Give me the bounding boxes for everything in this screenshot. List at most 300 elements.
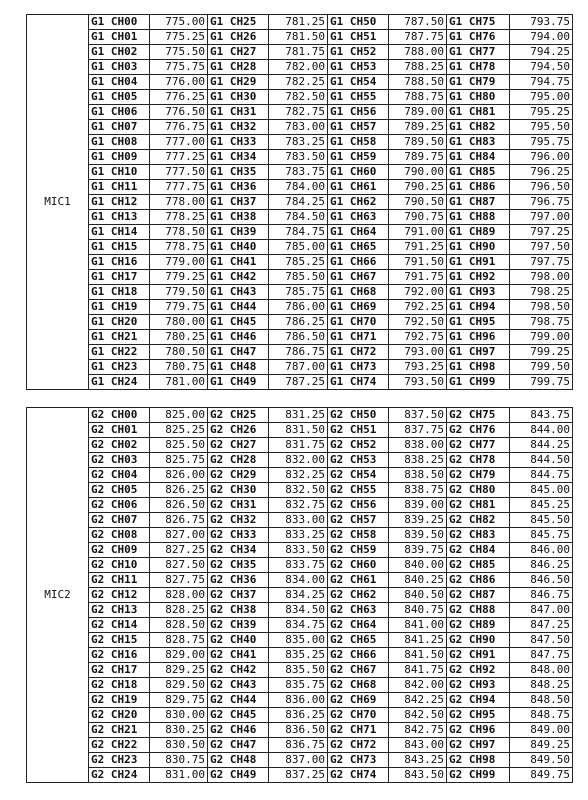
channel-cell: G1 CH67 xyxy=(328,270,389,285)
frequency-cell: 798.25 xyxy=(510,285,573,300)
channel-cell: G2 CH00 xyxy=(89,408,150,423)
channel-cell: G2 CH67 xyxy=(328,663,389,678)
channel-cell: G2 CH36 xyxy=(208,573,269,588)
frequency-cell: 842.25 xyxy=(389,693,447,708)
frequency-cell: 786.25 xyxy=(269,315,328,330)
channel-cell: G2 CH95 xyxy=(447,708,510,723)
channel-cell: G1 CH97 xyxy=(447,345,510,360)
frequency-cell: 846.75 xyxy=(510,588,573,603)
channel-cell: G2 CH92 xyxy=(447,663,510,678)
frequency-cell: 834.00 xyxy=(269,573,328,588)
channel-cell: G2 CH86 xyxy=(447,573,510,588)
channel-cell: G1 CH88 xyxy=(447,210,510,225)
frequency-cell: 835.50 xyxy=(269,663,328,678)
frequency-cell: 832.75 xyxy=(269,498,328,513)
channel-cell: G2 CH45 xyxy=(208,708,269,723)
table-row xyxy=(27,648,573,663)
channel-cell: G2 CH33 xyxy=(208,528,269,543)
table-row xyxy=(27,60,573,75)
channel-cell: G1 CH05 xyxy=(89,90,150,105)
channel-cell: G2 CH51 xyxy=(328,423,389,438)
table-row xyxy=(27,483,573,498)
channel-cell: G2 CH46 xyxy=(208,723,269,738)
frequency-cell: 827.75 xyxy=(150,573,208,588)
channel-cell: G2 CH16 xyxy=(89,648,150,663)
table-row xyxy=(27,588,573,603)
channel-cell: G1 CH56 xyxy=(328,105,389,120)
frequency-cell: 831.25 xyxy=(269,408,328,423)
frequency-cell: 837.25 xyxy=(269,768,328,783)
channel-cell: G1 CH15 xyxy=(89,240,150,255)
frequency-cell: 842.75 xyxy=(389,723,447,738)
frequency-cell: 848.50 xyxy=(510,693,573,708)
frequency-cell: 793.00 xyxy=(389,345,447,360)
table-row xyxy=(27,345,573,360)
channel-cell: G2 CH85 xyxy=(447,558,510,573)
frequency-cell: 838.00 xyxy=(389,438,447,453)
frequency-cell: 787.75 xyxy=(389,30,447,45)
frequency-cell: 781.25 xyxy=(269,15,328,30)
channel-cell: G2 CH70 xyxy=(328,708,389,723)
table-row xyxy=(27,528,573,543)
channel-cell: G1 CH54 xyxy=(328,75,389,90)
channel-cell: G1 CH66 xyxy=(328,255,389,270)
frequency-cell: 849.00 xyxy=(510,723,573,738)
frequency-cell: 836.25 xyxy=(269,708,328,723)
frequency-cell: 784.75 xyxy=(269,225,328,240)
channel-cell: G1 CH32 xyxy=(208,120,269,135)
frequency-cell: 826.75 xyxy=(150,513,208,528)
table-row xyxy=(27,573,573,588)
frequency-cell: 776.25 xyxy=(150,90,208,105)
channel-cell: G2 CH77 xyxy=(447,438,510,453)
frequency-cell: 792.75 xyxy=(389,330,447,345)
channel-cell: G2 CH66 xyxy=(328,648,389,663)
frequency-cell: 776.50 xyxy=(150,105,208,120)
frequency-cell: 792.50 xyxy=(389,315,447,330)
channel-cell: G2 CH71 xyxy=(328,723,389,738)
table-row xyxy=(27,603,573,618)
frequency-cell: 785.50 xyxy=(269,270,328,285)
channel-cell: G2 CH75 xyxy=(447,408,510,423)
table-row xyxy=(27,15,573,30)
frequency-cell: 795.75 xyxy=(510,135,573,150)
frequency-cell: 775.00 xyxy=(150,15,208,30)
frequency-cell: 793.25 xyxy=(389,360,447,375)
frequency-cell: 827.25 xyxy=(150,543,208,558)
channel-cell: G1 CH43 xyxy=(208,285,269,300)
channel-cell: G2 CH61 xyxy=(328,573,389,588)
channel-cell: G2 CH25 xyxy=(208,408,269,423)
channel-cell: G1 CH01 xyxy=(89,30,150,45)
frequency-cell: 849.50 xyxy=(510,753,573,768)
frequency-cell: 829.25 xyxy=(150,663,208,678)
frequency-cell: 846.50 xyxy=(510,573,573,588)
table-row xyxy=(27,375,573,390)
table-row xyxy=(27,285,573,300)
frequency-cell: 835.25 xyxy=(269,648,328,663)
channel-cell: G2 CH12 xyxy=(89,588,150,603)
frequency-cell: 784.00 xyxy=(269,180,328,195)
channel-cell: G2 CH07 xyxy=(89,513,150,528)
frequency-cell: 797.75 xyxy=(510,255,573,270)
channel-cell: G2 CH47 xyxy=(208,738,269,753)
channel-cell: G1 CH28 xyxy=(208,60,269,75)
frequency-cell: 799.25 xyxy=(510,345,573,360)
frequency-cell: 791.75 xyxy=(389,270,447,285)
channel-cell: G1 CH83 xyxy=(447,135,510,150)
table-row xyxy=(27,723,573,738)
frequency-cell: 836.75 xyxy=(269,738,328,753)
frequency-cell: 835.00 xyxy=(269,633,328,648)
frequency-cell: 825.50 xyxy=(150,438,208,453)
channel-cell: G1 CH95 xyxy=(447,315,510,330)
channel-cell: G1 CH37 xyxy=(208,195,269,210)
channel-cell: G1 CH91 xyxy=(447,255,510,270)
frequency-cell: 790.00 xyxy=(389,165,447,180)
channel-cell: G1 CH57 xyxy=(328,120,389,135)
frequency-cell: 791.50 xyxy=(389,255,447,270)
frequency-cell: 779.25 xyxy=(150,270,208,285)
channel-cell: G2 CH50 xyxy=(328,408,389,423)
channel-cell: G2 CH87 xyxy=(447,588,510,603)
channel-cell: G2 CH08 xyxy=(89,528,150,543)
channel-cell: G2 CH15 xyxy=(89,633,150,648)
frequency-cell: 783.25 xyxy=(269,135,328,150)
frequency-cell: 796.25 xyxy=(510,165,573,180)
frequency-cell: 827.50 xyxy=(150,558,208,573)
frequency-cell: 828.00 xyxy=(150,588,208,603)
table-row xyxy=(27,768,573,783)
frequency-cell: 839.00 xyxy=(389,498,447,513)
channel-cell: G1 CH36 xyxy=(208,180,269,195)
channel-cell: G1 CH55 xyxy=(328,90,389,105)
channel-cell: G1 CH03 xyxy=(89,60,150,75)
table-row xyxy=(27,120,573,135)
frequency-cell: 825.25 xyxy=(150,423,208,438)
table-row xyxy=(27,150,573,165)
frequency-cell: 783.75 xyxy=(269,165,328,180)
frequency-cell: 789.00 xyxy=(389,105,447,120)
frequency-cell: 780.25 xyxy=(150,330,208,345)
channel-cell: G2 CH54 xyxy=(328,468,389,483)
frequency-cell: 799.75 xyxy=(510,375,573,390)
channel-cell: G2 CH56 xyxy=(328,498,389,513)
frequency-cell: 843.75 xyxy=(510,408,573,423)
channel-cell: G1 CH90 xyxy=(447,240,510,255)
channel-cell: G1 CH44 xyxy=(208,300,269,315)
frequency-cell: 844.50 xyxy=(510,453,573,468)
channel-cell: G2 CH20 xyxy=(89,708,150,723)
channel-cell: G2 CH99 xyxy=(447,768,510,783)
frequency-cell: 790.75 xyxy=(389,210,447,225)
frequency-cell: 788.75 xyxy=(389,90,447,105)
table-row xyxy=(27,468,573,483)
channel-cell: G1 CH33 xyxy=(208,135,269,150)
channel-cell: G1 CH00 xyxy=(89,15,150,30)
channel-cell: G1 CH19 xyxy=(89,300,150,315)
frequency-cell: 797.50 xyxy=(510,240,573,255)
channel-cell: G1 CH76 xyxy=(447,30,510,45)
channel-cell: G1 CH39 xyxy=(208,225,269,240)
channel-cell: G1 CH16 xyxy=(89,255,150,270)
table-row xyxy=(27,738,573,753)
frequency-cell: 789.25 xyxy=(389,120,447,135)
channel-cell: G2 CH31 xyxy=(208,498,269,513)
frequency-cell: 838.75 xyxy=(389,483,447,498)
frequency-cell: 776.75 xyxy=(150,120,208,135)
frequency-cell: 848.00 xyxy=(510,663,573,678)
table-row xyxy=(27,708,573,723)
channel-cell: G2 CH48 xyxy=(208,753,269,768)
channel-cell: G1 CH77 xyxy=(447,45,510,60)
frequency-cell: 829.75 xyxy=(150,693,208,708)
frequency-cell: 833.75 xyxy=(269,558,328,573)
channel-cell: G1 CH80 xyxy=(447,90,510,105)
channel-cell: G2 CH55 xyxy=(328,483,389,498)
frequency-cell: 826.00 xyxy=(150,468,208,483)
frequency-cell: 787.50 xyxy=(389,15,447,30)
frequency-cell: 826.25 xyxy=(150,483,208,498)
frequency-cell: 829.50 xyxy=(150,678,208,693)
frequency-cell: 839.50 xyxy=(389,528,447,543)
channel-cell: G1 CH71 xyxy=(328,330,389,345)
frequency-cell: 797.25 xyxy=(510,225,573,240)
frequency-cell: 789.50 xyxy=(389,135,447,150)
channel-cell: G1 CH85 xyxy=(447,165,510,180)
channel-cell: G1 CH10 xyxy=(89,165,150,180)
table-row xyxy=(27,30,573,45)
frequency-cell: 847.25 xyxy=(510,618,573,633)
mic-label: MIC1 xyxy=(27,15,89,390)
frequency-cell: 840.25 xyxy=(389,573,447,588)
channel-cell: G2 CH34 xyxy=(208,543,269,558)
frequency-cell: 840.75 xyxy=(389,603,447,618)
channel-cell: G1 CH65 xyxy=(328,240,389,255)
frequency-cell: 833.50 xyxy=(269,543,328,558)
channel-cell: G1 CH68 xyxy=(328,285,389,300)
frequency-cell: 775.25 xyxy=(150,30,208,45)
channel-cell: G1 CH25 xyxy=(208,15,269,30)
channel-cell: G1 CH89 xyxy=(447,225,510,240)
channel-cell: G1 CH84 xyxy=(447,150,510,165)
table-row xyxy=(27,105,573,120)
channel-cell: G1 CH04 xyxy=(89,75,150,90)
channel-cell: G1 CH08 xyxy=(89,135,150,150)
frequency-cell: 775.50 xyxy=(150,45,208,60)
channel-cell: G1 CH81 xyxy=(447,105,510,120)
table-row xyxy=(27,558,573,573)
frequency-cell: 788.00 xyxy=(389,45,447,60)
channel-cell: G1 CH59 xyxy=(328,150,389,165)
mic-label: MIC2 xyxy=(27,408,89,783)
channel-cell: G2 CH76 xyxy=(447,423,510,438)
frequency-cell: 837.75 xyxy=(389,423,447,438)
channel-cell: G2 CH74 xyxy=(328,768,389,783)
table-row xyxy=(27,135,573,150)
channel-cell: G2 CH68 xyxy=(328,678,389,693)
channel-cell: G1 CH48 xyxy=(208,360,269,375)
channel-cell: G2 CH82 xyxy=(447,513,510,528)
frequency-cell: 844.00 xyxy=(510,423,573,438)
frequency-cell: 779.75 xyxy=(150,300,208,315)
frequency-cell: 847.75 xyxy=(510,648,573,663)
frequency-cell: 843.00 xyxy=(389,738,447,753)
frequency-cell: 799.50 xyxy=(510,360,573,375)
channel-cell: G1 CH17 xyxy=(89,270,150,285)
channel-cell: G2 CH03 xyxy=(89,453,150,468)
channel-cell: G2 CH19 xyxy=(89,693,150,708)
channel-cell: G2 CH44 xyxy=(208,693,269,708)
frequency-table-mic2 xyxy=(26,407,573,783)
channel-cell: G2 CH35 xyxy=(208,558,269,573)
channel-cell: G1 CH79 xyxy=(447,75,510,90)
table-row xyxy=(27,408,573,423)
table-row xyxy=(27,300,573,315)
channel-cell: G2 CH65 xyxy=(328,633,389,648)
frequency-cell: 843.25 xyxy=(389,753,447,768)
channel-cell: G2 CH69 xyxy=(328,693,389,708)
table-row xyxy=(27,618,573,633)
channel-cell: G1 CH93 xyxy=(447,285,510,300)
frequency-cell: 845.50 xyxy=(510,513,573,528)
frequency-cell: 845.75 xyxy=(510,528,573,543)
channel-cell: G1 CH41 xyxy=(208,255,269,270)
frequency-cell: 828.50 xyxy=(150,618,208,633)
frequency-cell: 796.00 xyxy=(510,150,573,165)
channel-cell: G1 CH18 xyxy=(89,285,150,300)
frequency-cell: 848.75 xyxy=(510,708,573,723)
channel-cell: G1 CH35 xyxy=(208,165,269,180)
channel-cell: G2 CH37 xyxy=(208,588,269,603)
channel-cell: G1 CH94 xyxy=(447,300,510,315)
channel-cell: G2 CH60 xyxy=(328,558,389,573)
channel-cell: G1 CH26 xyxy=(208,30,269,45)
channel-cell: G1 CH58 xyxy=(328,135,389,150)
frequency-cell: 829.00 xyxy=(150,648,208,663)
table-row xyxy=(27,225,573,240)
frequency-cell: 844.25 xyxy=(510,438,573,453)
channel-cell: G2 CH30 xyxy=(208,483,269,498)
table-row xyxy=(27,498,573,513)
channel-cell: G2 CH17 xyxy=(89,663,150,678)
frequency-cell: 785.75 xyxy=(269,285,328,300)
frequency-cell: 775.75 xyxy=(150,60,208,75)
frequency-cell: 788.25 xyxy=(389,60,447,75)
channel-cell: G2 CH04 xyxy=(89,468,150,483)
frequency-cell: 787.00 xyxy=(269,360,328,375)
table-row xyxy=(27,195,573,210)
frequency-cell: 827.00 xyxy=(150,528,208,543)
frequency-cell: 778.50 xyxy=(150,225,208,240)
frequency-cell: 783.50 xyxy=(269,150,328,165)
frequency-cell: 838.25 xyxy=(389,453,447,468)
frequency-cell: 836.00 xyxy=(269,693,328,708)
channel-cell: G1 CH86 xyxy=(447,180,510,195)
table-row xyxy=(27,330,573,345)
channel-cell: G1 CH38 xyxy=(208,210,269,225)
frequency-cell: 841.00 xyxy=(389,618,447,633)
channel-cell: G1 CH22 xyxy=(89,345,150,360)
channel-cell: G2 CH23 xyxy=(89,753,150,768)
frequency-cell: 842.00 xyxy=(389,678,447,693)
channel-cell: G1 CH21 xyxy=(89,330,150,345)
frequency-cell: 847.50 xyxy=(510,633,573,648)
channel-cell: G1 CH74 xyxy=(328,375,389,390)
frequency-cell: 779.50 xyxy=(150,285,208,300)
frequency-cell: 786.75 xyxy=(269,345,328,360)
channel-cell: G2 CH41 xyxy=(208,648,269,663)
frequency-cell: 833.00 xyxy=(269,513,328,528)
frequency-cell: 835.75 xyxy=(269,678,328,693)
table-row xyxy=(27,210,573,225)
channel-cell: G1 CH63 xyxy=(328,210,389,225)
frequency-cell: 796.75 xyxy=(510,195,573,210)
frequency-cell: 791.00 xyxy=(389,225,447,240)
frequency-cell: 795.50 xyxy=(510,120,573,135)
channel-cell: G1 CH20 xyxy=(89,315,150,330)
frequency-cell: 798.75 xyxy=(510,315,573,330)
frequency-cell: 783.00 xyxy=(269,120,328,135)
frequency-cell: 849.25 xyxy=(510,738,573,753)
frequency-cell: 841.50 xyxy=(389,648,447,663)
channel-cell: G2 CH27 xyxy=(208,438,269,453)
frequency-cell: 837.00 xyxy=(269,753,328,768)
table-row xyxy=(27,315,573,330)
frequency-cell: 830.25 xyxy=(150,723,208,738)
channel-cell: G2 CH49 xyxy=(208,768,269,783)
frequency-cell: 776.00 xyxy=(150,75,208,90)
channel-cell: G1 CH45 xyxy=(208,315,269,330)
channel-cell: G1 CH30 xyxy=(208,90,269,105)
frequency-cell: 779.00 xyxy=(150,255,208,270)
frequency-cell: 785.25 xyxy=(269,255,328,270)
channel-cell: G2 CH59 xyxy=(328,543,389,558)
channel-cell: G1 CH99 xyxy=(447,375,510,390)
frequency-cell: 832.50 xyxy=(269,483,328,498)
frequency-cell: 788.50 xyxy=(389,75,447,90)
channel-cell: G1 CH09 xyxy=(89,150,150,165)
channel-cell: G2 CH93 xyxy=(447,678,510,693)
frequency-cell: 790.25 xyxy=(389,180,447,195)
table-row xyxy=(27,453,573,468)
channel-cell: G1 CH31 xyxy=(208,105,269,120)
channel-cell: G2 CH10 xyxy=(89,558,150,573)
frequency-cell: 794.50 xyxy=(510,60,573,75)
frequency-cell: 828.75 xyxy=(150,633,208,648)
channel-cell: G1 CH53 xyxy=(328,60,389,75)
channel-cell: G1 CH73 xyxy=(328,360,389,375)
channel-cell: G2 CH21 xyxy=(89,723,150,738)
frequency-cell: 826.50 xyxy=(150,498,208,513)
frequency-cell: 832.25 xyxy=(269,468,328,483)
table-row xyxy=(27,45,573,60)
channel-cell: G1 CH06 xyxy=(89,105,150,120)
frequency-cell: 797.00 xyxy=(510,210,573,225)
channel-cell: G2 CH79 xyxy=(447,468,510,483)
frequency-cell: 838.50 xyxy=(389,468,447,483)
channel-cell: G1 CH49 xyxy=(208,375,269,390)
frequency-cell: 794.00 xyxy=(510,30,573,45)
frequency-cell: 777.00 xyxy=(150,135,208,150)
frequency-cell: 833.25 xyxy=(269,528,328,543)
frequency-cell: 825.75 xyxy=(150,453,208,468)
frequency-cell: 830.50 xyxy=(150,738,208,753)
frequency-cell: 831.50 xyxy=(269,423,328,438)
frequency-cell: 830.00 xyxy=(150,708,208,723)
frequency-cell: 832.00 xyxy=(269,453,328,468)
channel-cell: G1 CH61 xyxy=(328,180,389,195)
